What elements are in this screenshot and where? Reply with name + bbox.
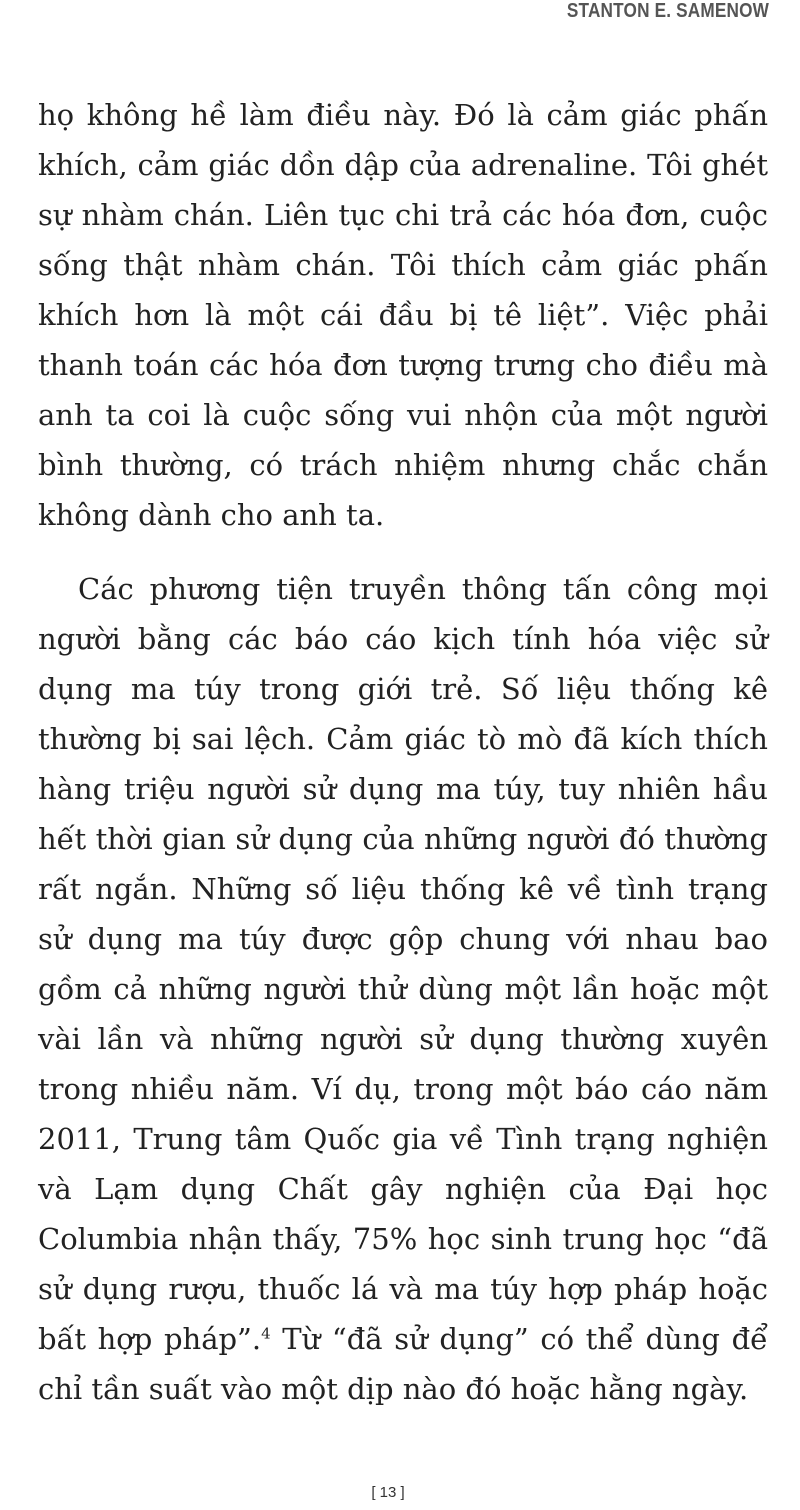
paragraph-2-text-after-note: Từ “đã sử dụng” có thể dùng để chỉ tần suất vào một dịp nào đó hoặc hằng ngày. [38,1322,769,1406]
page-number: [ 13 ] [371,1484,405,1501]
footnote-ref: 4 [261,1324,271,1343]
body-text [38,90,768,1414]
paragraph-1: họ không hề làm điều này. Đó là cảm giác phấn khích, cảm giác dồn dập của adrenaline. Tôi ghét sự nhàm chán. Liên tục chi trả các hóa đơn, cuộc sống thật nhàm chán. Tôi thích cảm giác phấn khích hơn là một cái đầu bị tê liệt”. Việc phải thanh toán các hóa đơn tượng trưng cho điều mà anh ta coi là cuộc sống vui nhộn của một người bình thường, có trách nhiệm nhưng chắc chắn không dành cho anh ta. [38,98,768,532]
paragraph-2 [38,564,768,1414]
running-header: STANTON E. SAMENOW [566,0,769,22]
paragraph-2-text-before-note: Các phương tiện truyền thông tấn công mọi người bằng các báo cáo kịch tính hóa việc sử dụng ma túy trong giới trẻ. Số liệu thống kê thường bị sai lệch. Cảm giác tò mò đã kích thích hàng triệu người sử dụng ma túy, tuy nhiên hầu hết thời gian sử dụng của những người đó thường rất ngắn. Những số liệu thống kê về tình trạng sử dụng ma túy được gộp chung với nhau bao gồm cả những người thử dùng một lần hoặc một vài lần và những người sử dụng thường xuyên trong nhiều năm. Ví dụ, trong một báo cáo năm 2011, Trung tâm Quốc gia về Tình trạng nghiện và Lạm dụng Chất gây nghiện của Đại học Columbia nhận thấy, 75% học sinh trung học “đã sử dụng rượu, thuốc lá và ma túy hợp pháp hoặc bất hợp pháp”. [38,572,768,1356]
